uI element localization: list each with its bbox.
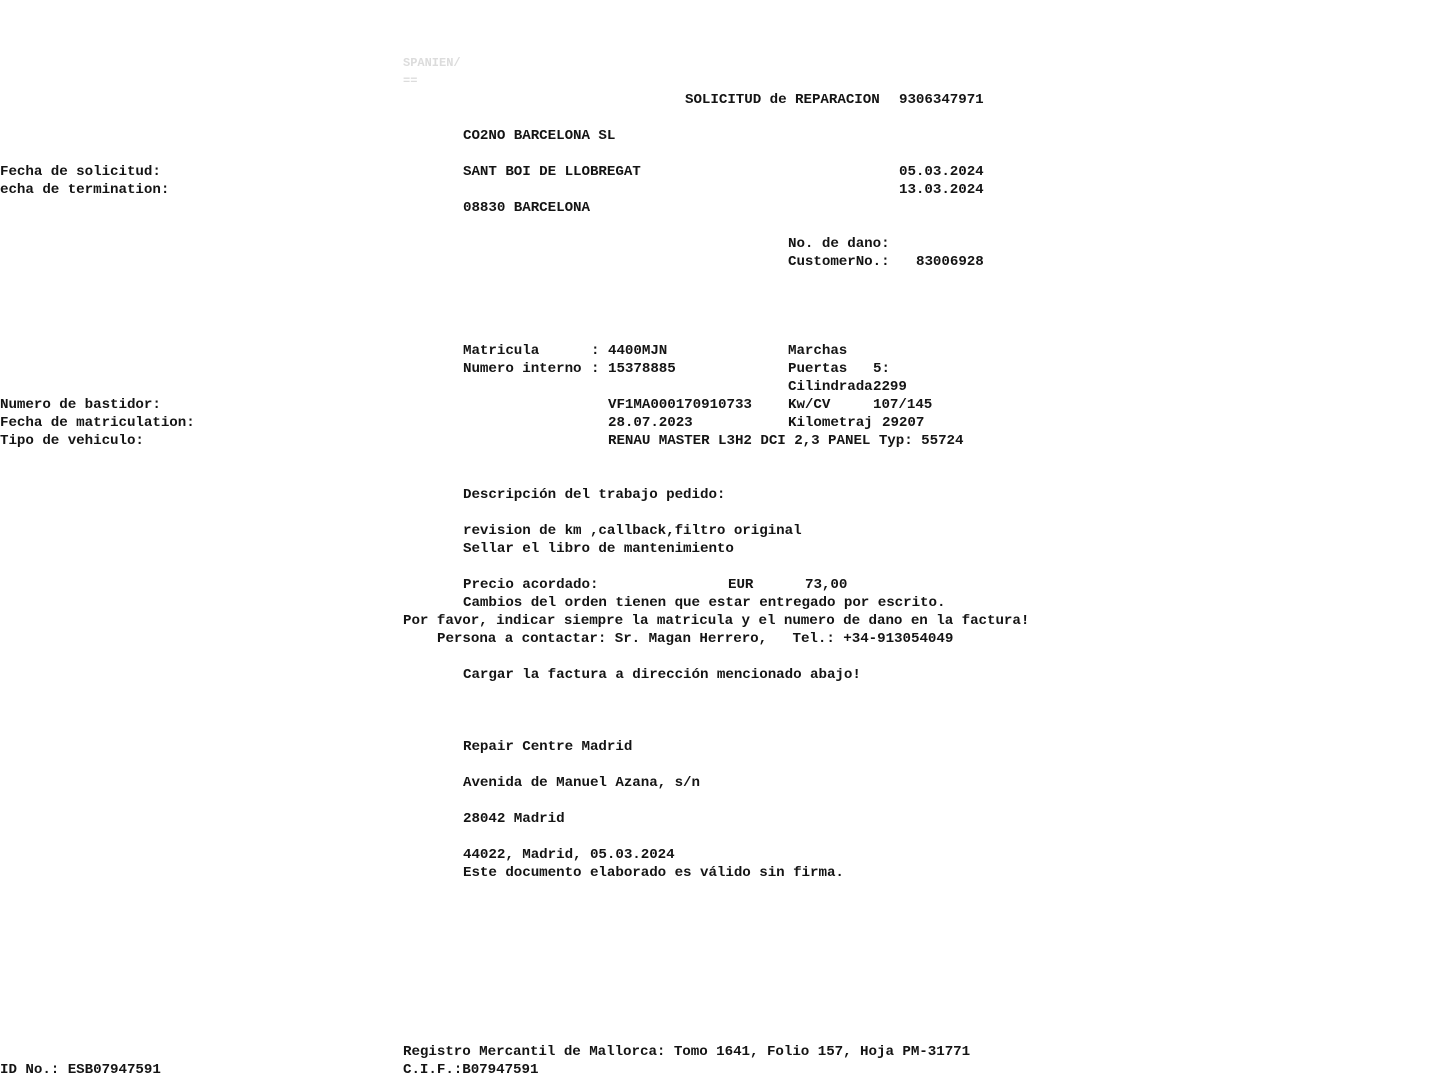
customer-number-value: 83006928 — [916, 254, 984, 270]
gears-label: Marchas — [788, 343, 848, 359]
footer-cif: C.I.F.:B07947591 — [403, 1062, 539, 1078]
termination-date-value: 13.03.2024 — [899, 182, 984, 198]
request-number: 9306347971 — [899, 92, 984, 108]
contact-note: Persona a contactar: Sr. Magan Herrero, Tel.: +34-913054049 — [437, 631, 954, 647]
request-date-value: 05.03.2024 — [899, 164, 984, 180]
invoice-note: Cargar la factura a dirección mencionado abajo! — [463, 667, 861, 683]
price-amount: 73,00 — [805, 577, 848, 593]
displacement-value: 2299 — [873, 379, 907, 395]
vehicle-type-value: RENAU MASTER L3H2 DCI 2,3 PANEL Typ: 55724 — [608, 433, 964, 449]
vehicle-type-label: Tipo de vehiculo: — [0, 433, 144, 449]
indicate-note: Por favor, indicar siempre la matricula y el numero de dano en la factura! — [403, 613, 1030, 629]
supplier-city: SANT BOI DE LLOBREGAT — [463, 164, 641, 180]
place-date: 44022, Madrid, 05.03.2024 — [463, 847, 675, 863]
internal-number-label: Numero interno — [463, 361, 582, 377]
internal-number-colon: : — [591, 361, 600, 377]
request-date-label: Fecha de solicitud: — [0, 164, 161, 180]
chassis-number-label: Numero de bastidor: — [0, 397, 161, 413]
supplier-postal: 08830 BARCELONA — [463, 200, 590, 216]
displacement-label: Cilindrada — [788, 379, 873, 395]
doors-label: Puertas — [788, 361, 848, 377]
supplier-name: CO2NO BARCELONA SL — [463, 128, 616, 144]
faint-header-line: SPANIEN/ — [403, 56, 461, 70]
footer-registry: Registro Mercantil de Mallorca: Tomo 1641, Folio 157, Hoja PM-31771 — [403, 1044, 971, 1060]
chassis-number-value: VF1MA000170910733 — [608, 397, 752, 413]
changes-note: Cambios del orden tienen que estar entregado por escrito. — [463, 595, 946, 611]
work-line: revision de km ,callback,filtro original — [463, 523, 802, 539]
termination-date-label: echa de termination: — [0, 182, 170, 198]
work-heading: Descripción del trabajo pedido: — [463, 487, 726, 503]
price-currency: EUR — [728, 577, 754, 593]
validity-note: Este documento elaborado es válido sin firma. — [463, 865, 844, 881]
matricula-value: 4400MJN — [608, 343, 668, 359]
power-label: Kw/CV — [788, 397, 831, 413]
document-title: SOLICITUD de REPARACION — [685, 92, 880, 108]
address-name: Repair Centre Madrid — [463, 739, 633, 755]
address-city: 28042 Madrid — [463, 811, 565, 827]
power-value: 107/145 — [873, 397, 933, 413]
faint-header-rule: == — [403, 74, 418, 88]
footer-id: ID No.: ESB07947591 — [0, 1062, 161, 1078]
matricula-colon: : — [591, 343, 600, 359]
matricula-label: Matricula — [463, 343, 540, 359]
doors-value: 5: — [873, 361, 890, 377]
work-line: Sellar el libro de mantenimiento — [463, 541, 734, 557]
damage-number-label: No. de dano: — [788, 236, 890, 252]
internal-number-value: 15378885 — [608, 361, 676, 377]
customer-number-label: CustomerNo.: — [788, 254, 890, 270]
registration-date-label: Fecha de matriculation: — [0, 415, 195, 431]
registration-date-value: 28.07.2023 — [608, 415, 693, 431]
price-label: Precio acordado: — [463, 577, 599, 593]
mileage-value: 29207 — [882, 415, 925, 431]
mileage-label: Kilometraj — [788, 415, 873, 431]
address-street: Avenida de Manuel Azana, s/n — [463, 775, 700, 791]
